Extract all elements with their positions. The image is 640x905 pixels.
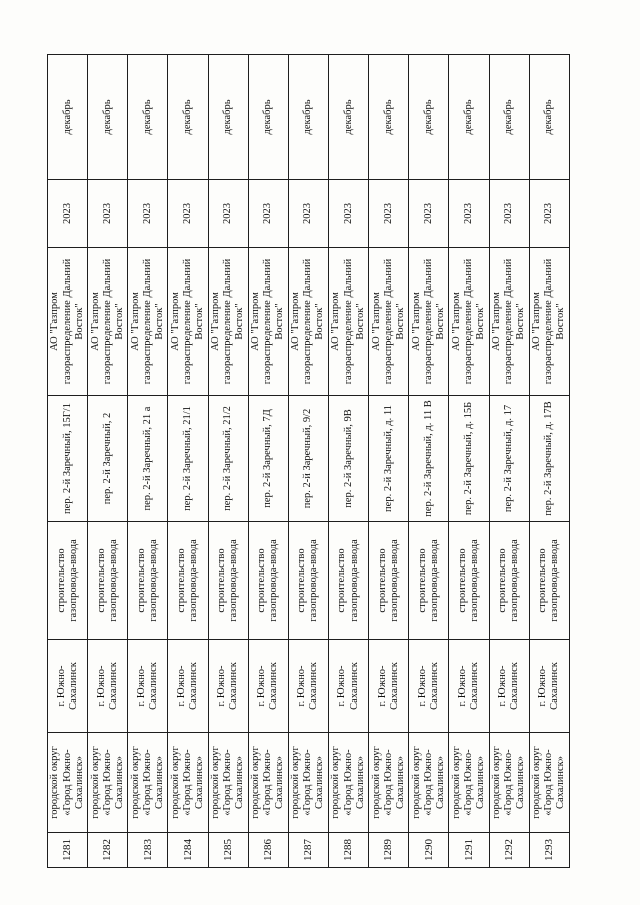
address-cell: пер. 2-й Заречный, 21/2 [208, 396, 248, 522]
year-cell: 2023 [369, 180, 409, 248]
locality-cell: г. Южно-Сахалинск [369, 640, 409, 733]
organization-cell: АО "Газпром газораспределение Дальний Восток" [328, 248, 368, 396]
work-type-cell: строительство газопровода-ввода [88, 522, 128, 640]
month-cell: декабрь [128, 55, 168, 180]
year-cell: 2023 [489, 180, 529, 248]
year-cell: 2023 [529, 180, 569, 248]
municipality-cell: городской округ «Город Южно-Сахалинск» [48, 733, 88, 833]
organization-cell: АО "Газпром газораспределение Дальний Восток" [208, 248, 248, 396]
organization-cell: АО "Газпром газораспределение Дальний Восток" [48, 248, 88, 396]
table-row [248, 55, 288, 868]
month-cell: декабрь [288, 55, 328, 180]
address-cell: пер. 2-й Заречный, д. 11 [369, 396, 409, 522]
address-cell: пер. 2-й Заречный, д. 17В [529, 396, 569, 522]
municipality-cell: городской округ «Город Южно-Сахалинск» [369, 733, 409, 833]
organization-cell: АО "Газпром газораспределение Дальний Восток" [88, 248, 128, 396]
table-row [48, 55, 88, 868]
row-number-cell: 1286 [248, 833, 288, 868]
organization-cell: АО "Газпром газораспределение Дальний Восток" [168, 248, 208, 396]
row-number-cell: 1281 [48, 833, 88, 868]
address-cell: пер. 2-й Заречный, д. 15Б [449, 396, 489, 522]
month-cell: декабрь [48, 55, 88, 180]
locality-cell: г. Южно-Сахалинск [409, 640, 449, 733]
locality-cell: г. Южно-Сахалинск [168, 640, 208, 733]
work-type-cell: строительство газопровода-ввода [208, 522, 248, 640]
municipality-cell: городской округ «Город Южно-Сахалинск» [489, 733, 529, 833]
year-cell: 2023 [409, 180, 449, 248]
municipality-cell: городской округ «Город Южно-Сахалинск» [88, 733, 128, 833]
address-cell: пер. 2-й Заречный, 9В [328, 396, 368, 522]
year-cell: 2023 [128, 180, 168, 248]
row-number-cell: 1291 [449, 833, 489, 868]
locality-cell: г. Южно-Сахалинск [48, 640, 88, 733]
row-number-cell: 1285 [208, 833, 248, 868]
year-cell: 2023 [328, 180, 368, 248]
table-row [208, 55, 248, 868]
organization-cell: АО "Газпром газораспределение Дальний Восток" [449, 248, 489, 396]
address-cell: пер. 2-й Заречный, 21/1 [168, 396, 208, 522]
municipality-cell: городской округ «Город Южно-Сахалинск» [328, 733, 368, 833]
organization-cell: АО "Газпром газораспределение Дальний Восток" [489, 248, 529, 396]
table-row [168, 55, 208, 868]
row-number-cell: 1290 [409, 833, 449, 868]
row-number-cell: 1287 [288, 833, 328, 868]
municipality-cell: городской округ «Город Южно-Сахалинск» [409, 733, 449, 833]
organization-cell: АО "Газпром газораспределение Дальний Восток" [529, 248, 569, 396]
year-cell: 2023 [248, 180, 288, 248]
table-row [288, 55, 328, 868]
work-type-cell: строительство газопровода-ввода [328, 522, 368, 640]
organization-cell: АО "Газпром газораспределение Дальний Восток" [128, 248, 168, 396]
table-row [88, 55, 128, 868]
locality-cell: г. Южно-Сахалинск [128, 640, 168, 733]
municipality-cell: городской округ «Город Южно-Сахалинск» [168, 733, 208, 833]
work-type-cell: строительство газопровода-ввода [369, 522, 409, 640]
locality-cell: г. Южно-Сахалинск [489, 640, 529, 733]
municipality-cell: городской округ «Город Южно-Сахалинск» [449, 733, 489, 833]
organization-cell: АО "Газпром газораспределение Дальний Восток" [409, 248, 449, 396]
month-cell: декабрь [328, 55, 368, 180]
table-row [369, 55, 409, 868]
organization-cell: АО "Газпром газораспределение Дальний Восток" [288, 248, 328, 396]
work-type-cell: строительство газопровода-ввода [248, 522, 288, 640]
work-type-cell: строительство газопровода-ввода [449, 522, 489, 640]
address-cell: пер. 2-й Заречный, 21 а [128, 396, 168, 522]
work-type-cell: строительство газопровода-ввода [529, 522, 569, 640]
organization-cell: АО "Газпром газораспределение Дальний Восток" [369, 248, 409, 396]
month-cell: декабрь [449, 55, 489, 180]
table-row [449, 55, 489, 868]
locality-cell: г. Южно-Сахалинск [248, 640, 288, 733]
row-number-cell: 1292 [489, 833, 529, 868]
work-type-cell: строительство газопровода-ввода [128, 522, 168, 640]
locality-cell: г. Южно-Сахалинск [328, 640, 368, 733]
municipality-cell: городской округ «Город Южно-Сахалинск» [248, 733, 288, 833]
month-cell: декабрь [248, 55, 288, 180]
locality-cell: г. Южно-Сахалинск [529, 640, 569, 733]
locality-cell: г. Южно-Сахалинск [88, 640, 128, 733]
table-row [328, 55, 368, 868]
address-cell: пер. 2-й Заречный, 9/2 [288, 396, 328, 522]
municipality-cell: городской округ «Город Южно-Сахалинск» [288, 733, 328, 833]
row-number-cell: 1282 [88, 833, 128, 868]
work-type-cell: строительство газопровода-ввода [48, 522, 88, 640]
work-type-cell: строительство газопровода-ввода [288, 522, 328, 640]
table-row [489, 55, 529, 868]
locality-cell: г. Южно-Сахалинск [208, 640, 248, 733]
address-cell: пер. 2-й Заречный, 2 [88, 396, 128, 522]
table-row [529, 55, 569, 868]
row-number-cell: 1288 [328, 833, 368, 868]
month-cell: декабрь [168, 55, 208, 180]
year-cell: 2023 [288, 180, 328, 248]
work-type-cell: строительство газопровода-ввода [168, 522, 208, 640]
gasification-schedule-table [47, 54, 570, 868]
year-cell: 2023 [208, 180, 248, 248]
organization-cell: АО "Газпром газораспределение Дальний Восток" [248, 248, 288, 396]
row-number-cell: 1293 [529, 833, 569, 868]
work-type-cell: строительство газопровода-ввода [409, 522, 449, 640]
work-type-cell: строительство газопровода-ввода [489, 522, 529, 640]
month-cell: декабрь [88, 55, 128, 180]
locality-cell: г. Южно-Сахалинск [288, 640, 328, 733]
row-number-cell: 1289 [369, 833, 409, 868]
rotated-table-frame [47, 55, 569, 868]
year-cell: 2023 [168, 180, 208, 248]
month-cell: декабрь [529, 55, 569, 180]
month-cell: декабрь [409, 55, 449, 180]
address-cell: пер. 2-й Заречный, 7Д [248, 396, 288, 522]
month-cell: декабрь [489, 55, 529, 180]
address-cell: пер. 2-й Заречный, д. 17 [489, 396, 529, 522]
month-cell: декабрь [369, 55, 409, 180]
year-cell: 2023 [48, 180, 88, 248]
month-cell: декабрь [208, 55, 248, 180]
municipality-cell: городской округ «Город Южно-Сахалинск» [128, 733, 168, 833]
table-row [409, 55, 449, 868]
municipality-cell: городской округ «Город Южно-Сахалинск» [529, 733, 569, 833]
table-body [48, 55, 570, 868]
table-row [128, 55, 168, 868]
row-number-cell: 1283 [128, 833, 168, 868]
year-cell: 2023 [88, 180, 128, 248]
locality-cell: г. Южно-Сахалинск [449, 640, 489, 733]
address-cell: пер. 2-й Заречный, 15Г/1 [48, 396, 88, 522]
municipality-cell: городской округ «Город Южно-Сахалинск» [208, 733, 248, 833]
row-number-cell: 1284 [168, 833, 208, 868]
address-cell: пер. 2-й Заречный, д. 11 В [409, 396, 449, 522]
year-cell: 2023 [449, 180, 489, 248]
